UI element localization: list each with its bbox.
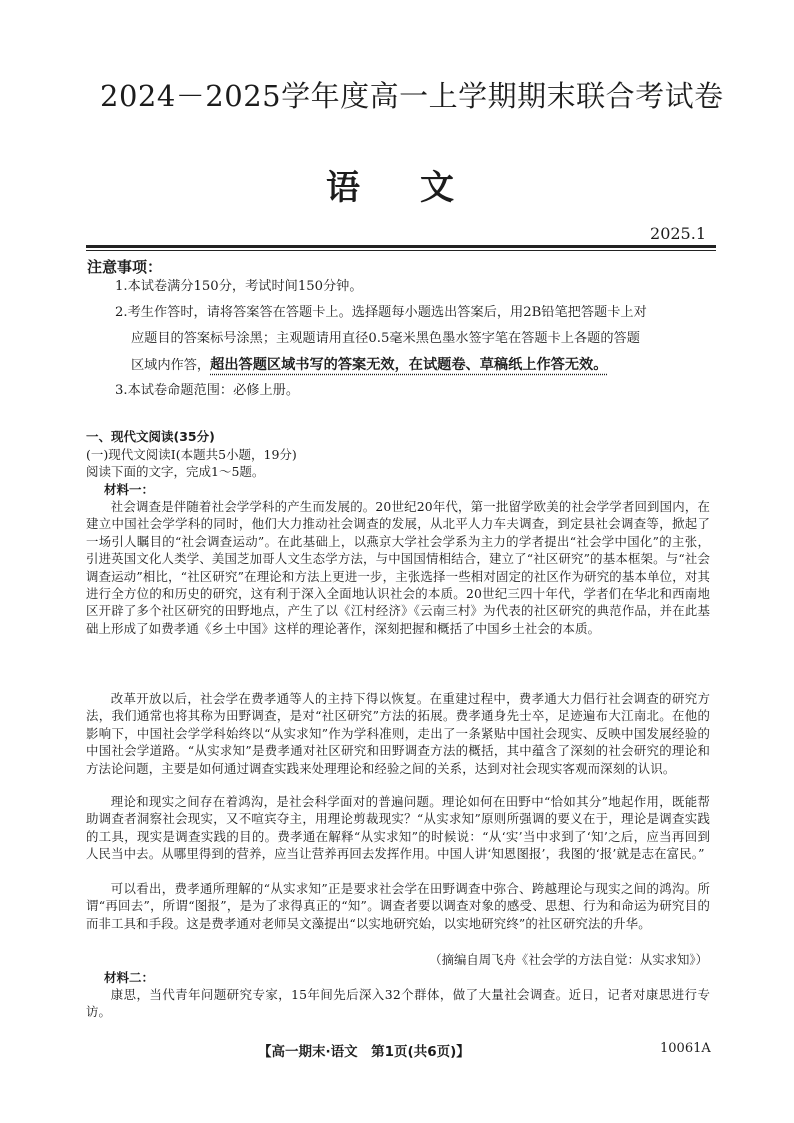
- header-divider-thin: [86, 250, 716, 251]
- material-one-paragraph-1: 社会调查是伴随着社会学学科的产生而发展的。20世纪20年代，第一批留学欧美的社会学学者回到国内，在建立中国社会学学科的同时，他们大力推动社会调查的发展，从北平人力车夫调查，到定县社会调查等，掀起了一场引人瞩目的“社会调查运动”。在此基础上，以燕京大学社会学系为主力的学者提出“社会学中国化”的主张，引进英国文化人类学、美国芝加哥人文生态学方法，与中国国情相结合，建立了“社区研究”的基本框架。与“社会调查运动”相比，“社区研究”在理论和方法上更进一步，主张选择一些相对固定的社区作为研究的基本单位，对其进行全方位的和历史的研究，这有利于深入全面地认识社会的本质。20世纪三四十年代，学者们在华北和西南地区开辟了多个社区研究的田野地点，产生了以《江村经济》《云南三村》为代表的社区研究的典范作品，并在此基础上形成了如费孝通《乡土中国》这样的理论著作，深刻把握和概括了中国乡土社会的本质。: [86, 499, 710, 636]
- material-two-label: 材料二：: [104, 970, 155, 985]
- subsection-heading: (一)现代文阅读Ⅰ(本题共5小题，19分): [86, 447, 297, 462]
- reading-instruction: 阅读下面的文字，完成1～5题。: [86, 464, 265, 479]
- notice-item-2-line-3: [131, 352, 607, 379]
- page-footer: 【高一期末·语文 第1页(共6页)】: [258, 1044, 470, 1060]
- material-one-label: 材料一：: [104, 482, 155, 497]
- material-one-paragraph-2: 改革开放以后，社会学在费孝通等人的主持下得以恢复。在重建过程中，费孝通大力倡行社会调查的研究方法，我们通常也将其称为田野调查，是对“社区研究”方法的拓展。费孝通身先士卒，足迹遍布大江南北。在他的影响下，中国社会学学科始终以“从实求知”作为学科准则，走出了一条紧贴中国社会现实、反映中国发展经验的中国社会学道路。“从实求知”是费孝通对社区研究和田野调查方法的概括，其中蕴含了深刻的社会研究的理论和方法论问题，主要是如何通过调查实践来处理理论和经验之间的关系，达到对社会现实客观而深刻的认识。: [86, 691, 710, 776]
- header-divider-thick: [86, 245, 716, 248]
- notice-item-2-line-2: 应题目的答案标号涂黑；主观题请用直径0.5毫米黑色墨水签字笔在答题卡上各题的答题: [131, 331, 640, 346]
- material-two-paragraph-1: 康思，当代青年问题研究专家，15年间先后深入32个群体，做了大量社会调查。近日，记者对康思进行专访。: [86, 987, 710, 1020]
- section-heading: 一、现代文阅读(35分): [86, 429, 215, 444]
- subject-title: 语文: [326, 168, 514, 208]
- notice-item-2-line-1: 2.考生作答时，请将答案答在答题卡上。选择题每小题选出答案后，用2B铅笔把答题卡上对: [115, 305, 647, 320]
- exam-title: 2024－2025学年度高一上学期期末联合考试卷: [100, 79, 724, 113]
- exam-date: 2025.1: [650, 224, 706, 243]
- notice-heading: 注意事项：: [87, 258, 163, 276]
- notice-emphasis-text: 超出答题区域书写的答案无效，在试题卷、草稿纸上作答无效。: [210, 357, 608, 373]
- notice-item-2-line-3-prefix: 区域内作答，: [131, 358, 211, 373]
- material-one-paragraph-4: 可以看出，费孝通所理解的“从实求知”正是要求社会学在田野调查中弥合、跨越理论与现实之间的鸿沟。所谓“再回去”，所谓“图报”，是为了求得真正的“知”。调查者要以调查对象的感受、思想、行为和命运为研究目的而非工具和手段。这是费孝通对老师吴文藻提出“以实地研究始，以实地研究终”的社区研究法的升华。: [86, 881, 710, 931]
- material-one-source: （摘编自周飞舟《社会学的方法自觉：从实求知》）: [429, 952, 708, 967]
- notice-item-3: 3.本试卷命题范围：必修上册。: [115, 383, 300, 398]
- paper-code: 10061A: [660, 1041, 711, 1056]
- notice-item-1: 1.本试卷满分150分，考试时间150分钟。: [115, 279, 363, 294]
- material-one-paragraph-3: 理论和现实之间存在着鸿沟，是社会科学面对的普遍问题。理论如何在田野中“恰如其分”地起作用，既能帮助调查者洞察社会现实，又不喧宾夺主，用理论剪裁现实？“从实求知”原则所强调的要义在于，理论是调查实践的工具，现实是调查实践的目的。费孝通在解释“从实求知”的时候说：“从‘实’当中求到了‘知’之后，应当再回到人民当中去。从哪里得到的营养，应当让营养再回去发挥作用。中国人讲‘知恩图报’，我图的‘报’就是志在富民。”: [86, 794, 710, 862]
